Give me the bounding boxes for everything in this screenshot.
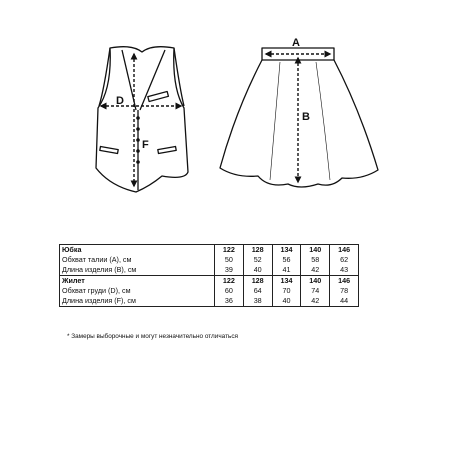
vest-label-d: D xyxy=(116,95,124,107)
size-cell: 146 xyxy=(330,245,359,256)
size-cell: 128 xyxy=(243,245,272,256)
value-cell: 42 xyxy=(301,296,330,307)
size-cell: 140 xyxy=(301,245,330,256)
size-cell: 134 xyxy=(272,276,301,287)
value-cell: 78 xyxy=(330,286,359,296)
value-cell: 38 xyxy=(243,296,272,307)
value-cell: 39 xyxy=(215,265,244,276)
value-cell: 43 xyxy=(330,265,359,276)
value-cell: 50 xyxy=(215,255,244,265)
vest-header-row xyxy=(60,276,359,287)
value-cell: 40 xyxy=(243,265,272,276)
row-label: Длина изделия (B), см xyxy=(60,265,215,276)
skirt-label-a: A xyxy=(292,37,300,49)
vest-lower-pocket-right xyxy=(158,146,176,153)
table-row xyxy=(60,255,359,265)
value-cell: 42 xyxy=(301,265,330,276)
skirt-outline xyxy=(220,60,378,187)
skirt-header-row xyxy=(60,245,359,256)
vest-armhole-left xyxy=(99,48,110,106)
vest-drawing xyxy=(96,47,188,192)
value-cell: 52 xyxy=(243,255,272,265)
value-cell: 40 xyxy=(272,296,301,307)
table-row xyxy=(60,286,359,296)
vest-label-f: F xyxy=(142,139,149,151)
size-cell: 122 xyxy=(215,245,244,256)
value-cell: 74 xyxy=(301,286,330,296)
value-cell: 58 xyxy=(301,255,330,265)
size-table xyxy=(59,244,359,307)
value-cell: 36 xyxy=(215,296,244,307)
value-cell: 64 xyxy=(243,286,272,296)
footnote: * Замеры выборочные и могут незначительно отличаться xyxy=(67,333,239,340)
size-cell: 122 xyxy=(215,276,244,287)
value-cell: 62 xyxy=(330,255,359,265)
size-cell: 140 xyxy=(301,276,330,287)
skirt-title: Юбка xyxy=(60,245,215,256)
vest-v-neck xyxy=(122,50,165,110)
size-cell: 128 xyxy=(243,276,272,287)
size-cell: 146 xyxy=(330,276,359,287)
row-label: Обхват талии (А), см xyxy=(60,255,215,265)
size-cell: 134 xyxy=(272,245,301,256)
skirt-drawing xyxy=(220,48,378,187)
value-cell: 44 xyxy=(330,296,359,307)
vest-and-skirt-drawing xyxy=(0,0,450,200)
value-cell: 60 xyxy=(215,286,244,296)
garment-illustrations xyxy=(0,0,450,200)
value-cell: 41 xyxy=(272,265,301,276)
value-cell: 70 xyxy=(272,286,301,296)
vest-breast-pocket xyxy=(148,91,169,101)
skirt-label-b: B xyxy=(302,111,310,123)
skirt-fold-1 xyxy=(270,62,280,180)
vest-outline xyxy=(96,47,188,192)
row-label: Обхват груди (D), см xyxy=(60,286,215,296)
skirt-fold-2 xyxy=(316,62,330,180)
value-cell: 56 xyxy=(272,255,301,265)
table-row xyxy=(60,296,359,307)
vest-lower-pocket-left xyxy=(100,146,118,153)
vest-title: Жилет xyxy=(60,276,215,287)
row-label: Длина изделия (F), см xyxy=(60,296,215,307)
table-row xyxy=(60,265,359,276)
